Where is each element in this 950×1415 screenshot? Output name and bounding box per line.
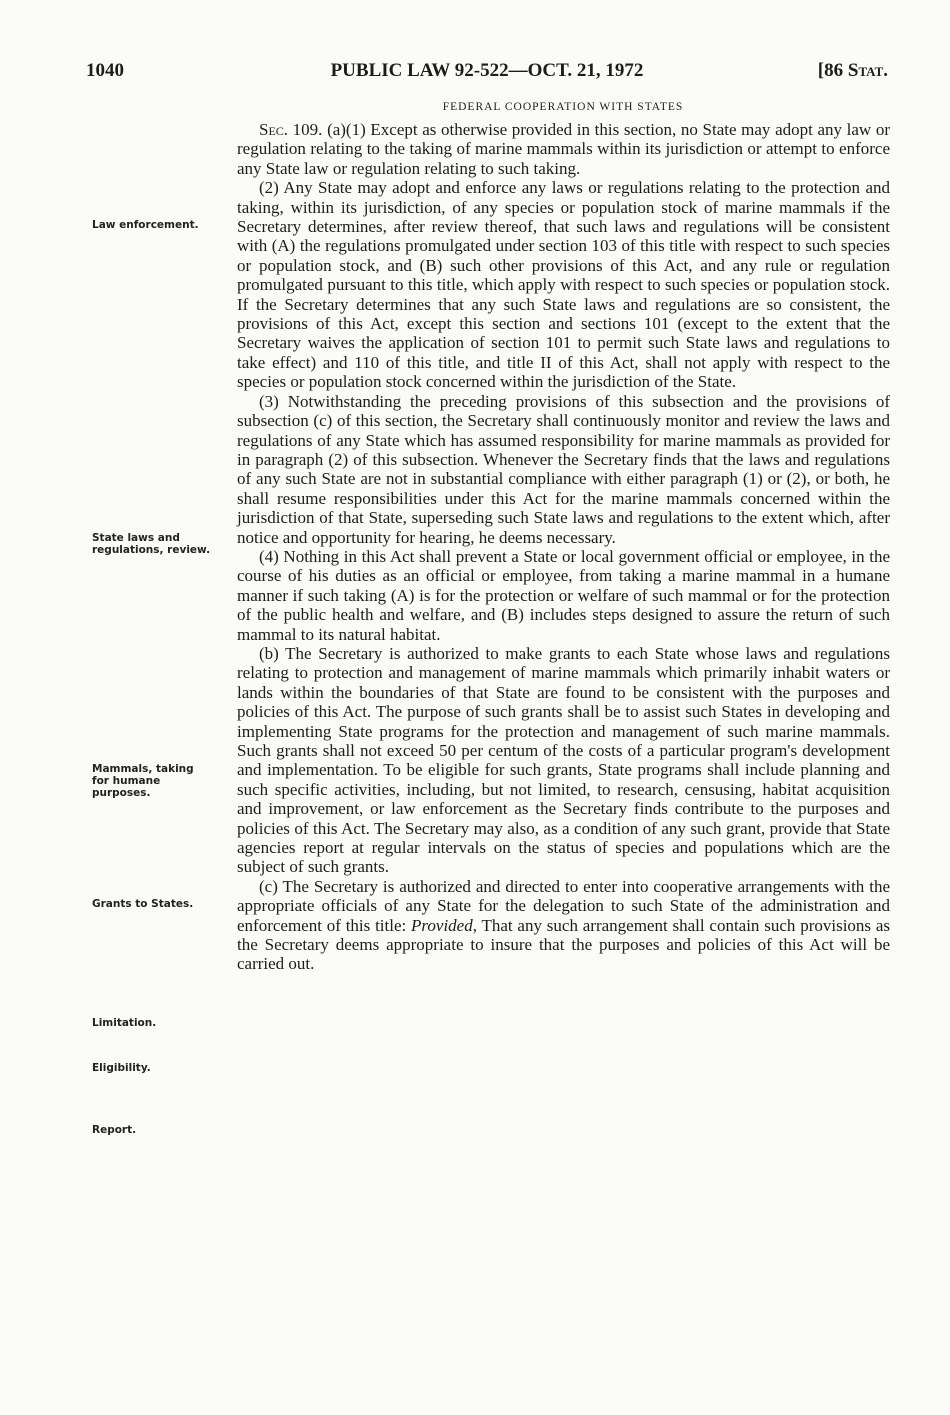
paragraph-c-text-2: , That any such arrangement shall contain such provisions as the Secretary deems appropriate to insure that the purposes and policies of this Act will be carried out. [237,915,890,974]
paragraph-a2: (2) Any State may adopt and enforce any laws or regulations relating to the protection and taking, within its jurisdiction, of any species or population stock of marine mammals if the Secretary determines, after review thereof, that such laws and regulations will be consistent with (A) the regulations promulgated under section 103 of this title with respect to such species or population stock, and (B) such other provisions of this Act, and any rule or regulation promulgated pursuant to this title, which apply with respect to such species or population stock. If the Secretary determines that any such State laws and regulations are so consistent, the provisions of this Act, except this section and sections 101 (except to the extent that the Secretary waives the application of section 101 to permit such State laws and regulations to take effect) and 110 of this title, and title II of this Act, shall not apply with respect to the species or population stock concerned within the jurisdiction of the State. [237,178,890,392]
provided-term: Provided [411,915,473,935]
margin-note-law-enforcement: Law enforcement. [92,219,199,231]
paragraph-c-text-1: (c) The Secretary is authorized and directed to enter into cooperative arrangements with the appropriate officials of any State for the delegation to such State of the administration and enforcement of this title: [237,876,890,935]
margin-note-grants-to-states: Grants to States. [92,898,194,910]
paragraph-a1 [237,120,890,178]
paragraph-a3: (3) Notwithstanding the preceding provisions of this subsection and the provisions of subsection (c) of this section, the Secretary shall continuously monitor and review the laws and regulations of any State which has assumed responsibility for marine mammals as provided for in paragraph (2) of this subsection. Whenever the Secretary finds that the laws and regulations of any such State are not in substantial compliance with either paragraph (1) or (2), or both, he shall resume responsibilities under this Act for the marine mammals concerned within the jurisdiction of that State, superseding such State laws and regulations to the extent which, after notice and opportunity for hearing, he deems necessary. [237,391,890,547]
paragraph-a1-text: 109. (a)(1) Except as otherwise provided in this section, no State may adopt any law or regulation relating to the taking of marine mammals within its jurisdiction or attempt to enforce any State law or regulation relating to such taking. [237,120,890,178]
paragraph-c [237,877,890,974]
margin-note-mammals-humane: Mammals, taking for humane purposes. [92,763,194,799]
section-label: Sec. [259,120,289,139]
page-number: 1040 [86,60,124,81]
volume-reference: [86 Stat. [817,60,888,81]
paragraph-b: (b) The Secretary is authorized to make grants to each State whose laws and regulations relating to protection and management of marine mammals which primarily inhabit waters or lands within the boundaries of that State are found to be consistent with the purposes and policies of this Act. The purpose of such grants shall be to assist such States in developing and implementing State programs for the protection and management of such marine mammals. Such grants shall not exceed 50 per centum of the costs of a particular program's development and implementation. To be eligible for such grants, State programs shall include planning and such specific activities, including, but not limited, to research, censusing, habitat acquisition and improvement, or law enforcement as the Secretary finds contribute to the purposes and policies of this Act. The Secretary may also, as a condition of any such grant, provide that State agencies report at regular intervals on the status of species and populations which are the subject of such grants. [237,643,890,877]
running-title: PUBLIC LAW 92-522—OCT. 21, 1972 [330,60,644,81]
margin-note-report: Report. [92,1124,137,1136]
page-header [86,60,888,86]
body-text [237,120,890,974]
section-heading: FEDERAL COOPERATION WITH STATES [442,101,684,113]
margin-note-state-laws-review: State laws and regulations, review. [92,532,211,556]
paragraph-a4: (4) Nothing in this Act shall prevent a State or local government official or employee, in the course of his duties as an official or employee, from taking a marine mammal in a humane manner if such taking (A) is for the protection or welfare of such mammal or for the protection of the public health and welfare, and (B) includes steps designed to assure the return of such mammal to its natural habitat. [237,546,890,644]
margin-note-eligibility: Eligibility. [92,1062,151,1074]
margin-note-limitation: Limitation. [92,1017,157,1029]
